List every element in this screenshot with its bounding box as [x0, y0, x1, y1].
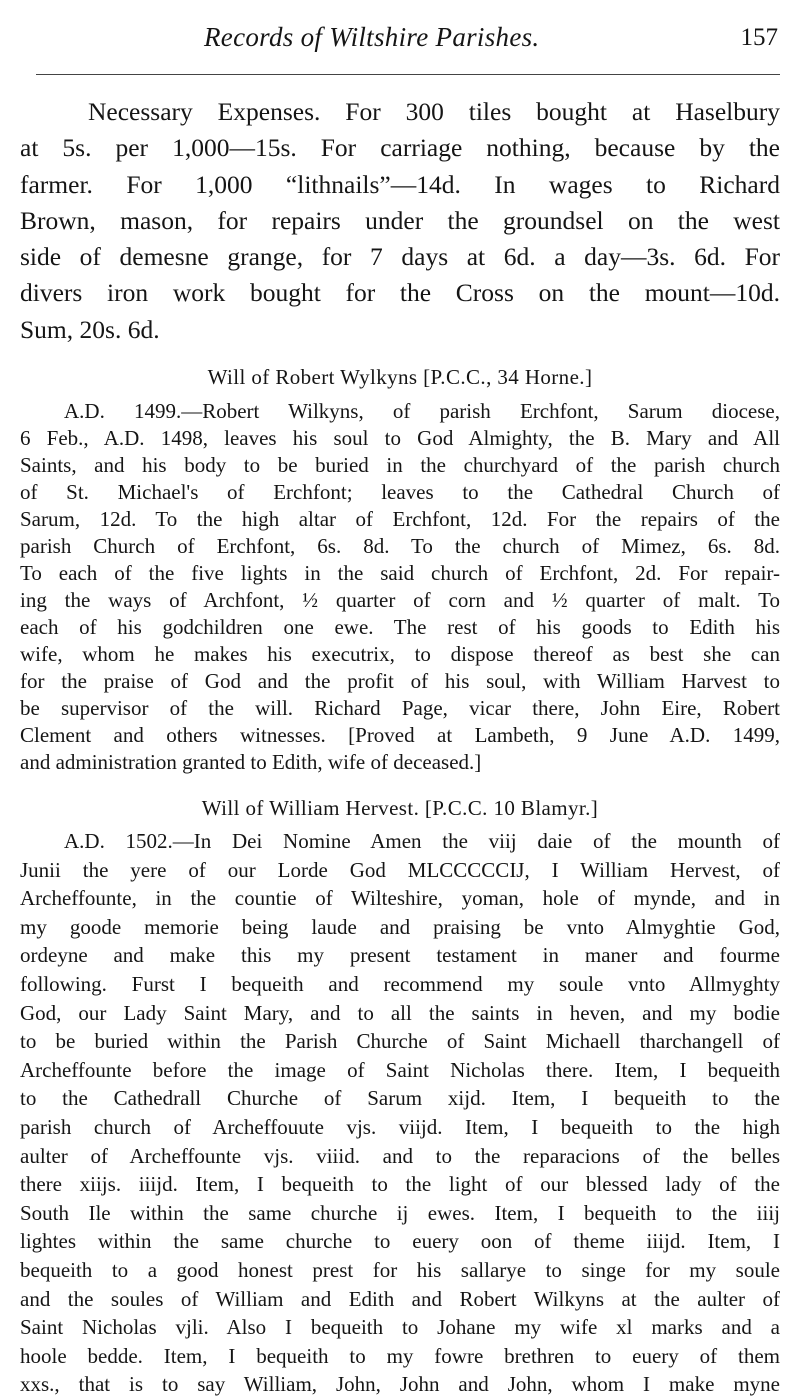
text-line: ing the ways of Archfont, ½ quarter of corn and ½ quarter of malt. To	[20, 588, 780, 612]
text-line: bequeith to a good honest prest for his sallarye to singe for my soule	[20, 1257, 780, 1282]
text-line: lightes within the same churche to euery oon of theme iiijd. Item, I	[20, 1229, 780, 1254]
text-line: A.D. 1499.—Robert Wilkyns, of parish Erchfont, Sarum diocese,	[64, 399, 780, 423]
text-line: ordeyne and make this my present testament in maner and fourme	[20, 943, 780, 968]
text-line: 6 Feb., A.D. 1498, leaves his soul to God Almighty, the B. Mary and All	[20, 426, 780, 450]
text-line: parish church of Archeffouute vjs. viijd. Item, I bequeith to the high	[20, 1114, 780, 1139]
text-line: my goode memorie being laude and praising be vnto Almyghtie God,	[20, 914, 780, 939]
text-line: Archeffounte before the image of Saint Nicholas there. Item, I bequeith	[20, 1057, 780, 1082]
text-line: Saints, and his body to be buried in the churchyard of the parish church	[20, 453, 780, 477]
text-line: God, our Lady Saint Mary, and to all the saints in heven, and my bodie	[20, 1000, 780, 1025]
will-wylkyns-heading: Will of Robert Wylkyns [P.C.C., 34 Horne.]	[207, 365, 593, 389]
text-line: Sum, 20s. 6d.	[20, 314, 160, 344]
text-line: hoole bedde. Item, I bequeith to my fowre brethren to euery of them	[20, 1343, 780, 1368]
text-line: each of his godchildren one ewe. The rest of his goods to Edith his	[20, 615, 780, 639]
page-number: 157	[740, 24, 778, 51]
text-line: of St. Michael's of Erchfont; leaves to the Cathedral Church of	[20, 480, 780, 504]
text-line: Brown, mason, for repairs under the groundsel on the west	[20, 205, 780, 235]
necessary-expenses-paragraph	[20, 94, 780, 348]
text-line: following. Furst I bequeith and recommend my soule vnto Allmyghty	[20, 971, 780, 996]
header-rule	[36, 74, 780, 75]
text-line: aulter of Archeffounte vjs. viiid. and to the reparacions of the belles	[20, 1143, 780, 1168]
text-line: wife, whom he makes his executrix, to dispose thereof as best she can	[20, 642, 780, 666]
will-hervest-heading: Will of William Hervest. [P.C.C. 10 Blamyr.]	[201, 796, 599, 820]
text-line: Sarum, 12d. To the high altar of Erchfont, 12d. For the repairs of the	[20, 507, 780, 531]
text-line: divers iron work bought for the Cross on the mount—10d.	[20, 278, 780, 308]
running-head	[0, 22, 800, 62]
text-line: Necessary Expenses. For 300 tiles bought at Haselbury	[88, 97, 780, 126]
text-line: South Ile within the same churche ij ewes. Item, I bequeith to the iiij	[20, 1200, 780, 1225]
text-line: Clement and others witnesses. [Proved at Lambeth, 9 June A.D. 1499,	[20, 723, 780, 747]
text-line: A.D. 1502.—In Dei Nomine Amen the viij daie of the mounth of	[64, 829, 780, 853]
text-line: for the praise of God and the profit of his soul, with William Harvest to	[20, 669, 780, 693]
text-line: farmer. For 1,000 “lithnails”—14d. In wages to Richard	[20, 169, 780, 199]
text-line: Archeffounte, in the countie of Wilteshire, yoman, hole of mynde, and in	[20, 886, 780, 911]
text-line: Junii the yere of our Lorde God MLCCCCCIJ, I William Hervest, of	[20, 857, 780, 882]
text-line: and the soules of William and Edith and Robert Wilkyns at the aulter of	[20, 1286, 780, 1311]
will-wylkyns-paragraph	[20, 398, 780, 776]
text-line: be supervisor of the will. Richard Page, vicar there, John Eire, Robert	[20, 696, 780, 720]
text-line: to the Cathedrall Churche of Sarum xijd. Item, I bequeith to the	[20, 1086, 780, 1111]
text-line: parish Church of Erchfont, 6s. 8d. To the church of Mimez, 6s. 8d.	[20, 534, 780, 558]
text-line: to be buried within the Parish Churche of Saint Michaell tharchangell of	[20, 1029, 780, 1054]
text-line: side of demesne grange, for 7 days at 6d. a day—3s. 6d. For	[20, 242, 780, 272]
text-line: To each of the five lights in the said church of Erchfont, 2d. For repair-	[20, 561, 780, 585]
will-hervest-paragraph	[20, 827, 780, 1399]
text-line: Saint Nicholas vjli. Also I bequeith to Johane my wife xl marks and a	[20, 1315, 780, 1340]
text-line: at 5s. per 1,000—15s. For carriage nothing, because by the	[20, 133, 780, 163]
text-line: and administration granted to Edith, wife of deceased.]	[20, 750, 482, 774]
text-line: xxs., that is to say William, John, John and John, whom I make myne	[20, 1372, 780, 1397]
text-line: there xiijs. iiijd. Item, I bequeith to the light of our blessed lady of the	[20, 1172, 780, 1197]
running-title: Records of Wiltshire Parishes.	[204, 22, 540, 52]
